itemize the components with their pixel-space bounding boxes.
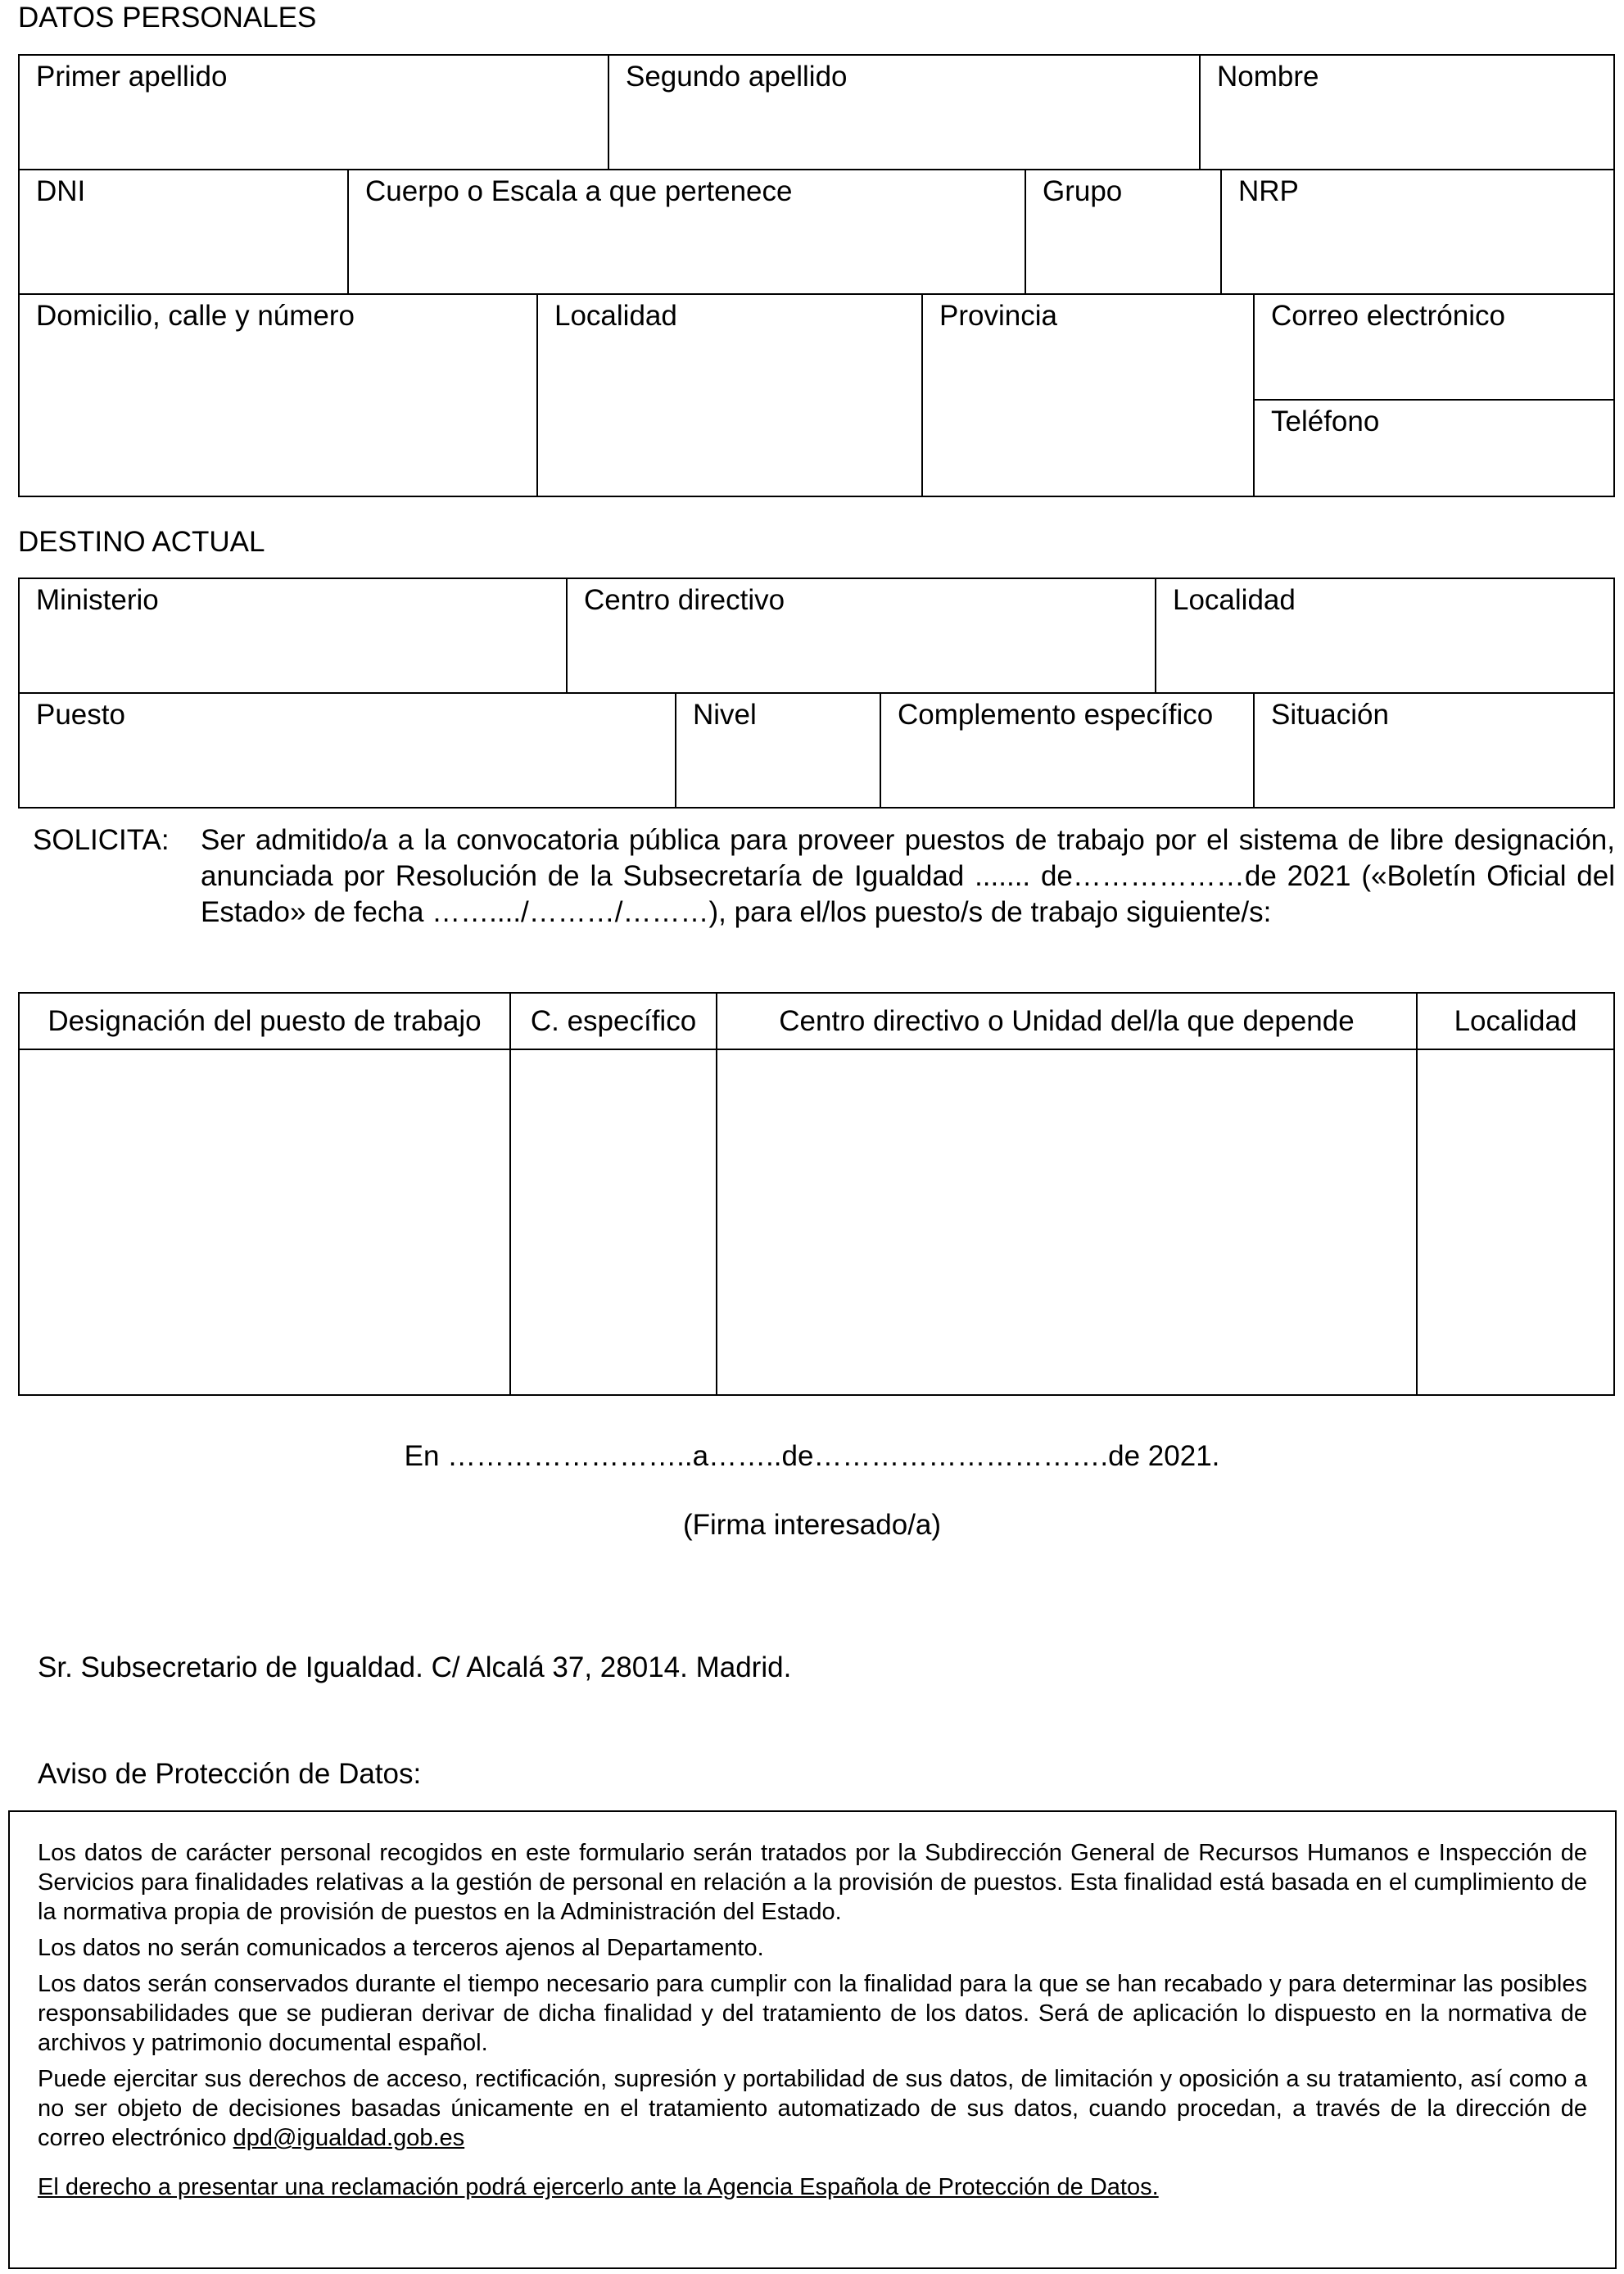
field-telefono[interactable] xyxy=(1253,399,1615,497)
aviso-box xyxy=(8,1810,1617,2269)
field-cuerpo-escala[interactable] xyxy=(347,169,1026,295)
table-header-localidad: Localidad xyxy=(1416,992,1615,1050)
table-cell-designacion[interactable] xyxy=(18,1049,511,1396)
field-label: Correo electrónico xyxy=(1271,300,1505,332)
destinatario: Sr. Subsecretario de Igualdad. C/ Alcalá 37, 28014. Madrid. xyxy=(38,1651,792,1683)
section-title-datos-personales: DATOS PERSONALES xyxy=(18,2,317,34)
field-label: Grupo xyxy=(1043,175,1123,207)
table-header-designacion: Designación del puesto de trabajo xyxy=(18,992,511,1050)
field-label: Nombre xyxy=(1217,61,1319,93)
aviso-title: Aviso de Protección de Datos: xyxy=(38,1758,422,1790)
field-label: Localidad xyxy=(554,300,677,332)
field-situacion[interactable] xyxy=(1253,692,1615,809)
field-label: Teléfono xyxy=(1271,405,1380,437)
section-title-destino-actual: DESTINO ACTUAL xyxy=(18,526,265,558)
firma-label: (Firma interesado/a) xyxy=(682,1509,942,1541)
field-label: Situación xyxy=(1271,699,1389,731)
table-cell-localidad[interactable] xyxy=(1416,1049,1615,1396)
table-cell-c-especifico[interactable] xyxy=(509,1049,717,1396)
aviso-paragraph-3: Los datos serán conservados durante el tiempo necesario para cumplir con la finalidad para la que se han recabado y para determinar las posibles responsabilidades que se pudieran derivar de dicha finalidad y del tratamiento de los datos. Será de aplicación lo dispuesto en la normativa de archivos y patrimonio documental español. xyxy=(38,1971,1587,2056)
solicita-label: SOLICITA: xyxy=(33,824,170,856)
table-header-c-especifico: C. específico xyxy=(509,992,717,1050)
field-label: Segundo apellido xyxy=(626,61,848,93)
field-label: Cuerpo o Escala a que pertenece xyxy=(365,175,793,207)
aviso-paragraph-1: Los datos de carácter personal recogidos en este formulario serán tratados por la Subdirección General de Recursos Humanos e Inspección de Servicios para finalidades relativas a la gestión de personal en relación a la provisión de puestos. Esta finalidad está basada en el cumplimiento de la normativa propia de provisión de puestos en la Administración del Estado. xyxy=(38,1840,1587,1925)
field-primer-apellido[interactable] xyxy=(18,54,609,170)
solicita-text: Ser admitido/a a la convocatoria pública para proveer puestos de trabajo por el sistema de libre designación, anunciada por Resolución de la Subsecretaría de Igualdad ....... de………………de 2021 («Boletín Oficial del Estado» de fecha ……..../………/………), para el/los puesto/s de trabajo siguiente/s: xyxy=(201,824,1615,928)
field-dni[interactable] xyxy=(18,169,349,295)
field-nivel[interactable] xyxy=(675,692,881,809)
field-grupo[interactable] xyxy=(1025,169,1222,295)
table-cell-centro-directivo[interactable] xyxy=(716,1049,1418,1396)
field-centro-directivo[interactable] xyxy=(566,578,1156,694)
email-link[interactable]: dpd@igualdad.gob.es xyxy=(233,2125,465,2151)
field-ministerio[interactable] xyxy=(18,578,568,694)
field-complemento-especifico[interactable] xyxy=(880,692,1255,809)
field-correo-electronico[interactable] xyxy=(1253,293,1615,401)
field-localidad[interactable] xyxy=(536,293,923,497)
field-label: Puesto xyxy=(36,699,125,731)
field-label: Primer apellido xyxy=(36,61,228,93)
field-nombre[interactable] xyxy=(1199,54,1615,170)
field-segundo-apellido[interactable] xyxy=(608,54,1201,170)
aviso-paragraph-2: Los datos no serán comunicados a terceros ajenos al Departamento. xyxy=(38,1935,764,1961)
field-nrp[interactable] xyxy=(1220,169,1615,295)
field-label: DNI xyxy=(36,175,86,207)
field-label: Localidad xyxy=(1173,584,1296,616)
fecha-line: En ……………………..a……..de………………………….de 2021. xyxy=(404,1440,1220,1472)
field-puesto[interactable] xyxy=(18,692,676,809)
aviso-paragraph-4 xyxy=(38,2064,1587,2153)
field-localidad-destino[interactable] xyxy=(1155,578,1615,694)
field-label: Centro directivo xyxy=(584,584,785,616)
aviso-paragraph-5: El derecho a presentar una reclamación podrá ejercerlo ante la Agencia Española de Protección de Datos. xyxy=(38,2174,1159,2200)
aviso-paragraph-4-text: Puede ejercitar sus derechos de acceso, rectificación, supresión y portabilidad de sus datos, de limitación y oposición a su tratamiento, así como a no ser objeto de decisiones basadas únicamente en el tratamiento automatizado de sus datos, cuando procedan, a través de la dirección de correo electrónico xyxy=(38,2066,1587,2151)
field-label: Domicilio, calle y número xyxy=(36,300,355,332)
table-header-centro-directivo: Centro directivo o Unidad del/la que depende xyxy=(716,992,1418,1050)
field-provincia[interactable] xyxy=(921,293,1255,497)
field-domicilio[interactable] xyxy=(18,293,538,497)
field-label: Provincia xyxy=(939,300,1057,332)
field-label: Ministerio xyxy=(36,584,159,616)
field-label: Nivel xyxy=(693,699,757,731)
field-label: Complemento específico xyxy=(898,699,1214,731)
field-label: NRP xyxy=(1238,175,1299,207)
